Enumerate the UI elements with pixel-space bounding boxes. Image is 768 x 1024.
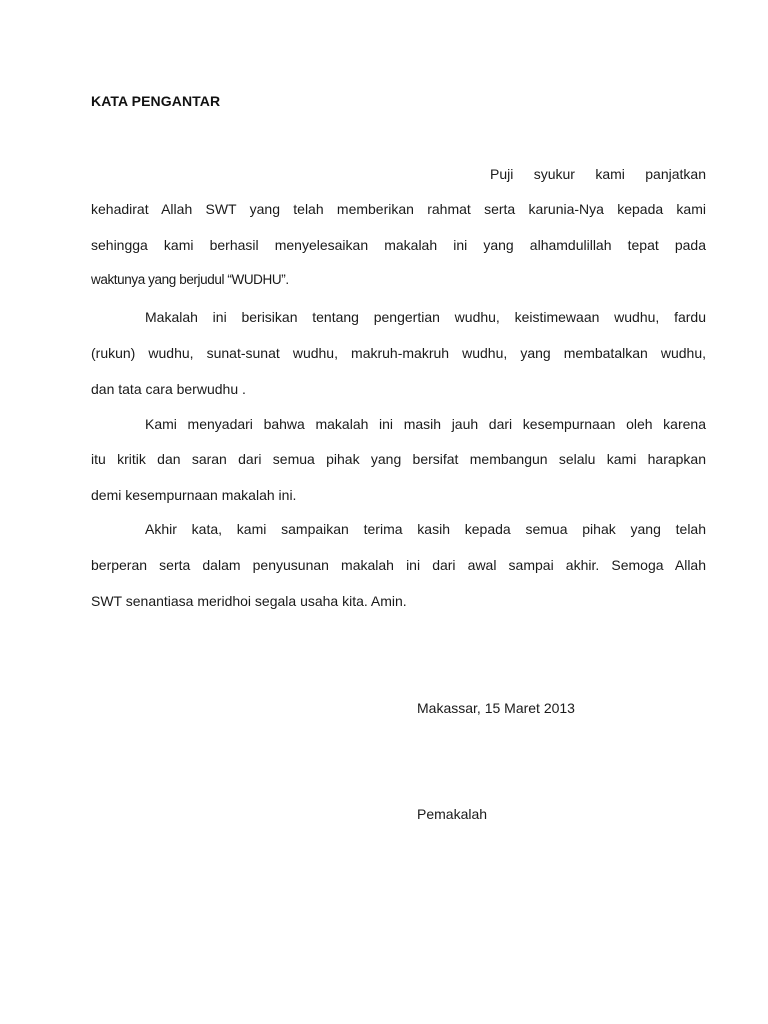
paragraph-1-line-1: Puji syukur kami panjatkan bbox=[490, 166, 706, 182]
signer: Pemakalah bbox=[417, 806, 488, 822]
paragraph-4-line-2: berperan serta dalam penyusunan makalah ini dari awal sampai akhir. Semoga Allah bbox=[91, 557, 706, 573]
paragraph-1-line-4: waktunya yang berjudul “WUDHU”. bbox=[91, 272, 289, 287]
paragraph-3-line-1: Kami menyadari bahwa makalah ini masih jauh dari kesempurnaan oleh karena bbox=[145, 416, 706, 432]
paragraph-3-line-3: demi kesempurnaan makalah ini. bbox=[91, 487, 297, 503]
paragraph-2-line-3: dan tata cara berwudhu . bbox=[91, 381, 246, 397]
paragraph-2-line-1: Makalah ini berisikan tentang pengertian wudhu, keistimewaan wudhu, fardu bbox=[145, 309, 706, 325]
paragraph-1-line-2: kehadirat Allah SWT yang telah memberikan rahmat serta karunia-Nya kepada kami bbox=[91, 201, 706, 217]
place-date: Makassar, 15 Maret 2013 bbox=[417, 700, 575, 716]
paragraph-4-line-3: SWT senantiasa meridhoi segala usaha kita. Amin. bbox=[91, 593, 407, 609]
paragraph-4-line-1: Akhir kata, kami sampaikan terima kasih kepada semua pihak yang telah bbox=[145, 521, 706, 537]
paragraph-1-line-3: sehingga kami berhasil menyelesaikan makalah ini yang alhamdulillah tepat pada bbox=[91, 237, 706, 253]
paragraph-2-line-2: (rukun) wudhu, sunat-sunat wudhu, makruh-makruh wudhu, yang membatalkan wudhu, bbox=[91, 345, 706, 361]
document-title: KATA PENGANTAR bbox=[91, 93, 221, 109]
paragraph-3-line-2: itu kritik dan saran dari semua pihak yang bersifat membangun selalu kami harapkan bbox=[91, 451, 706, 467]
